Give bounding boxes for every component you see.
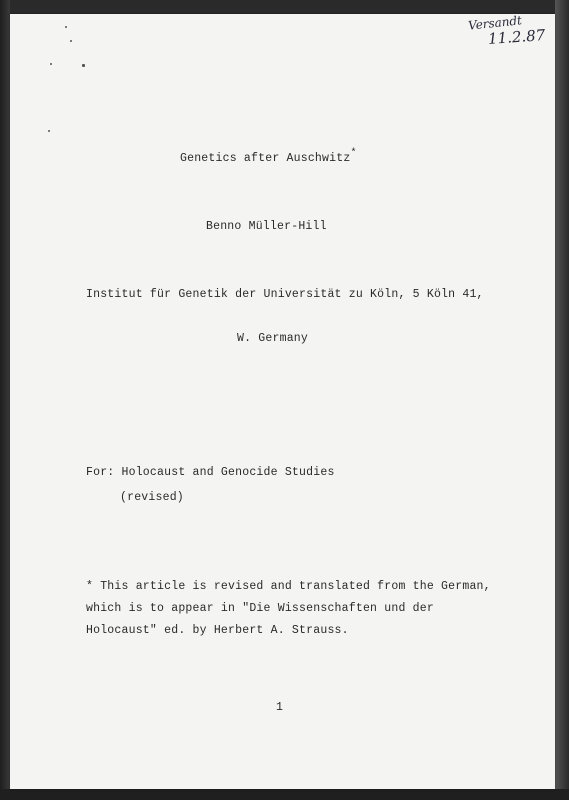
affiliation-line-2: W. Germany xyxy=(237,332,309,345)
dust-speck xyxy=(48,130,50,132)
document-title: Genetics after Auschwitz* xyxy=(180,148,357,165)
affiliation-line-1: Institut für Genetik der Universität zu Köln, 5 Köln 41, xyxy=(86,288,484,301)
scan-border-right xyxy=(555,0,569,800)
footnote-line-2: which is to appear in "Die Wissenschaften und der xyxy=(86,602,434,615)
submission-line-1: For: Holocaust and Genocide Studies xyxy=(86,466,335,479)
scan-border-bottom xyxy=(0,789,569,800)
footnote-line-1: * This article is revised and translated from the German, xyxy=(86,580,491,593)
title-footnote-marker: * xyxy=(350,148,357,159)
author-name: Benno Müller-Hill xyxy=(206,220,327,233)
submission-line-2: (revised) xyxy=(120,491,184,504)
handwritten-note-versandt: Versandt xyxy=(467,13,523,33)
footnote-line-3: Holocaust" ed. by Herbert A. Strauss. xyxy=(86,624,349,637)
dust-speck xyxy=(70,40,72,42)
document-page xyxy=(10,14,555,789)
dust-speck xyxy=(65,26,67,28)
dust-speck xyxy=(82,64,85,67)
handwritten-note-date: 11.2.87 xyxy=(487,26,546,48)
dust-speck xyxy=(50,63,52,65)
page-number: 1 xyxy=(276,701,284,714)
scan-border-left xyxy=(0,0,10,800)
